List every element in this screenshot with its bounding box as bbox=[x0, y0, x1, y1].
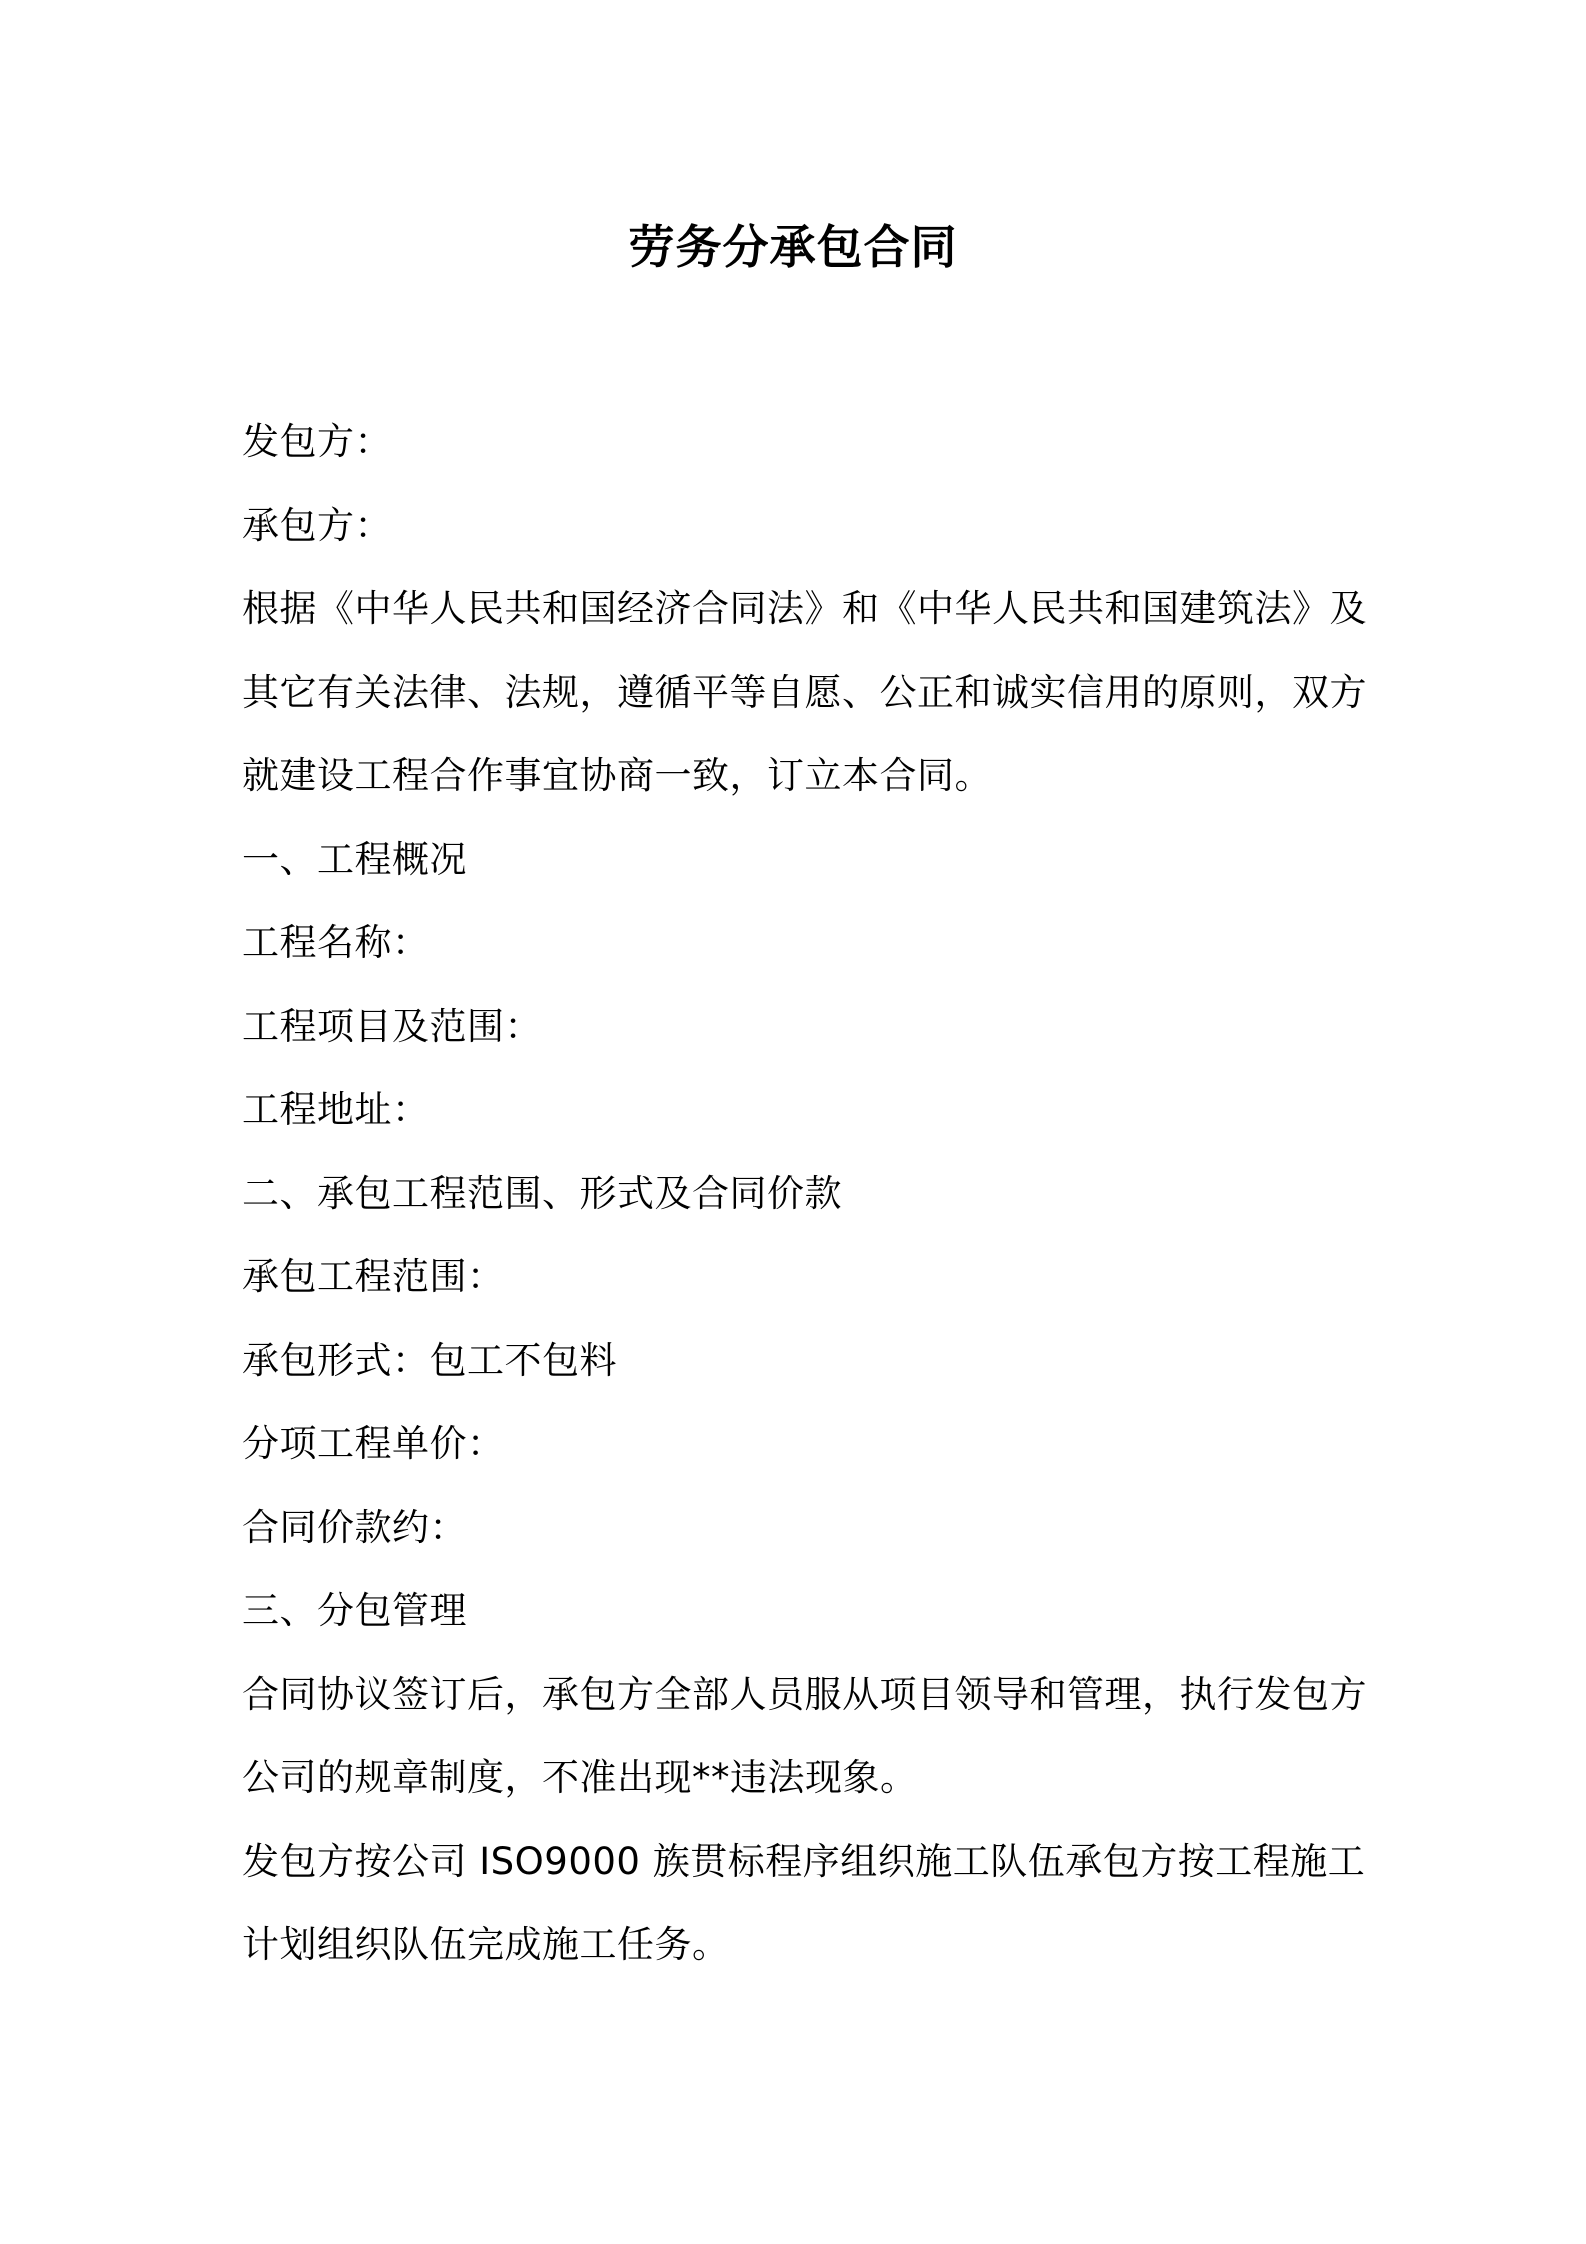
preamble-line-1: 根据《中华人民共和国经济合同法》和《中华人民共和国建筑法》及 bbox=[242, 587, 1367, 630]
project-name-line: 工程名称： bbox=[242, 921, 430, 964]
contract-price-line: 合同价款约： bbox=[242, 1505, 467, 1549]
party-b-line: 承包方： bbox=[242, 503, 392, 547]
management-line-4: 计划组织队伍完成施工任务。 bbox=[242, 1923, 730, 1966]
preamble-line-2: 其它有关法律、法规，遵循平等自愿、公正和诚实信用的原则，双方 bbox=[242, 670, 1367, 714]
document-title: 劳务分承包合同 bbox=[628, 220, 958, 274]
contract-scope-line: 承包工程范围： bbox=[242, 1255, 505, 1298]
contract-form-line: 承包形式：包工不包料 bbox=[242, 1338, 617, 1382]
management-line-1: 合同协议签订后，承包方全部人员服从项目领导和管理，执行发包方 bbox=[242, 1672, 1367, 1716]
document-body bbox=[242, 400, 1367, 1987]
management-line-3: 发包方按公司 ISO9000 族贯标程序组织施工队伍承包方按工程施工 bbox=[242, 1839, 1366, 1883]
preamble-line-3: 就建设工程合作事宜协商一致，订立本合同。 bbox=[242, 754, 992, 797]
section-heading-contract-scope: 二、承包工程范围、形式及合同价款 bbox=[242, 1171, 842, 1215]
project-address-line: 工程地址： bbox=[242, 1088, 430, 1131]
management-line-2: 公司的规章制度，不准出现**违法现象。 bbox=[242, 1756, 918, 1799]
section-heading-project-overview: 一、工程概况 bbox=[242, 837, 467, 881]
project-scope-line: 工程项目及范围： bbox=[242, 1004, 542, 1048]
party-a-line: 发包方： bbox=[242, 420, 392, 463]
unit-price-line: 分项工程单价： bbox=[242, 1422, 505, 1465]
section-heading-subcontract-management: 三、分包管理 bbox=[242, 1589, 467, 1632]
